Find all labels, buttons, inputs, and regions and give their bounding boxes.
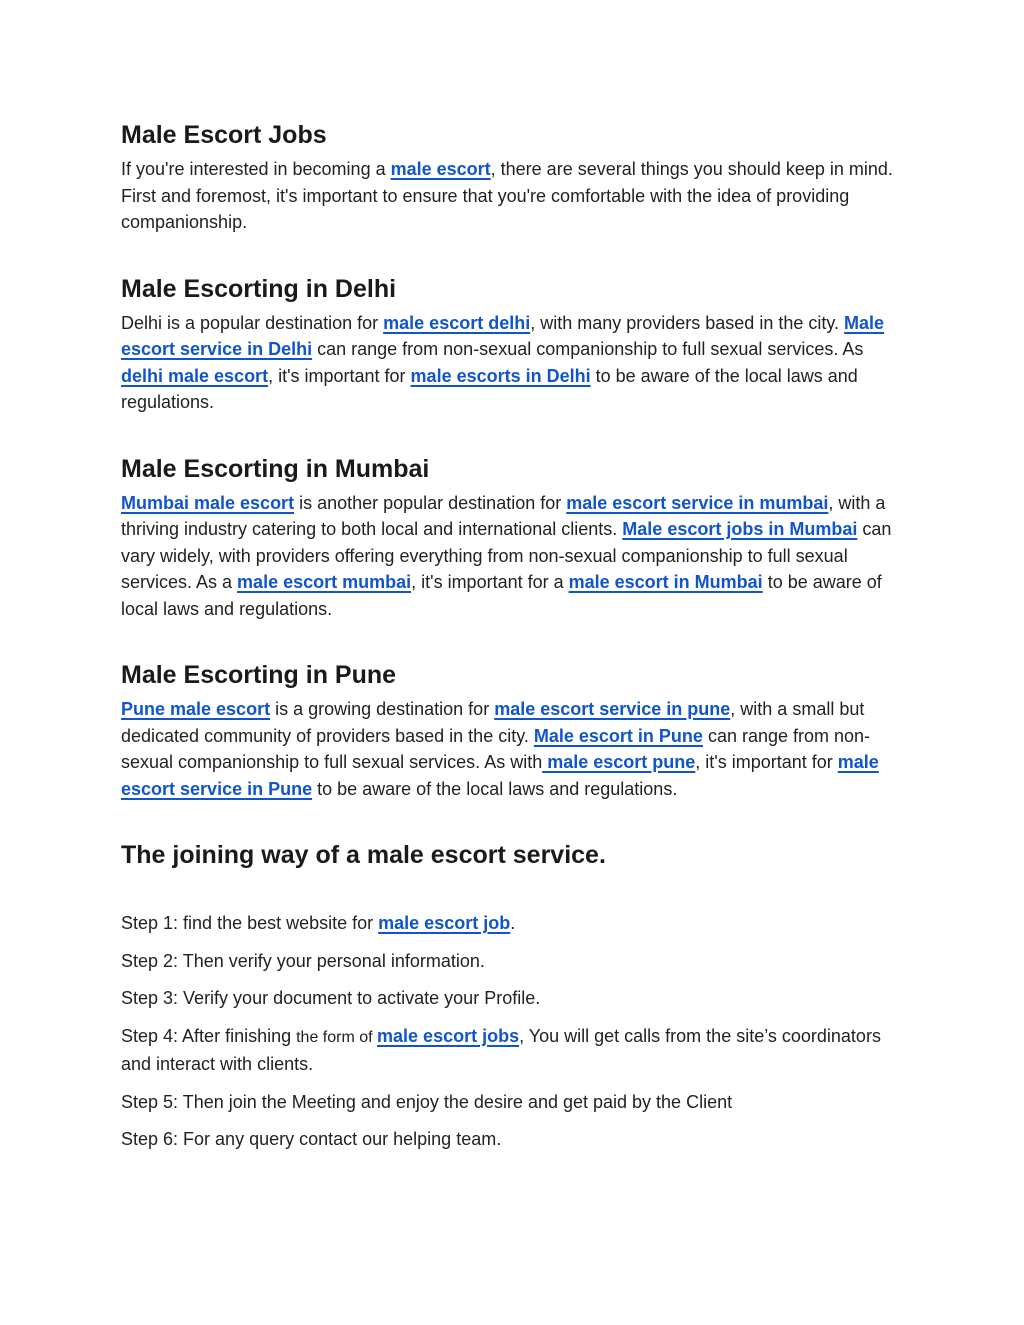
step-4-text: Step 4: After finishing <box>121 1025 297 1046</box>
step-3: Step 3: Verify your document to activate your Profile. <box>121 988 541 1008</box>
mumbai-text-4: , it's important for a <box>411 572 569 592</box>
link-delhi-male-escort[interactable]: delhi male escort <box>121 365 269 386</box>
delhi-text-3: can range from non-sexual companionship to full sexual services. As <box>312 339 864 359</box>
step-4-small-text: the form of <box>296 1028 378 1046</box>
link-male-escort-jobs[interactable]: male escort jobs <box>377 1025 520 1046</box>
section-pune <box>121 658 901 802</box>
heading-pune: Male Escorting in Pune <box>121 661 397 689</box>
link-male-escort-service-in-mumbai[interactable]: male escort service in mumbai <box>566 492 829 513</box>
link-male-escort-service-in-pune-2[interactable]: male escort service in Pune <box>121 752 879 799</box>
delhi-text-1: Delhi is a popular destination for <box>121 312 384 333</box>
delhi-text-4: , it's important for <box>268 365 411 386</box>
link-male-escort-job[interactable]: male escort job <box>378 913 511 933</box>
mumbai-text-1: is another popular destination for <box>294 492 567 513</box>
link-male-escort-in-pune[interactable]: Male escort in Pune <box>533 725 703 746</box>
paragraph-delhi <box>121 310 901 416</box>
link-male-escort-jobs-in-mumbai[interactable]: Male escort jobs in Mumbai <box>622 519 858 539</box>
step-1-end: . <box>510 913 516 933</box>
delhi-text-5: to be aware of the local laws and regulations. <box>121 365 858 412</box>
pune-text-4: , it's important for <box>695 752 838 772</box>
heading-male-escort-jobs: Male Escort Jobs <box>121 121 327 149</box>
section-mumbai <box>121 452 901 623</box>
link-male-escort-service-in-delhi[interactable]: Male escort service in Delhi <box>121 312 885 359</box>
link-pune-male-escort[interactable]: Pune male escort <box>121 699 271 719</box>
mumbai-text-5: to be aware of local laws and regulations. <box>121 572 882 619</box>
heading-joining: The joining way of a male escort service. <box>121 841 606 869</box>
link-male-escort-pune[interactable]: male escort pune <box>542 752 696 772</box>
pune-text-3: can range from non-sexual companionship to full sexual services. As with <box>121 725 871 772</box>
section-male-escort-jobs <box>121 118 901 236</box>
link-male-escort-service-in-pune[interactable]: male escort service in pune <box>494 699 731 719</box>
delhi-text-2: , with many providers based in the city. <box>530 312 845 333</box>
link-male-escort-mumbai[interactable]: male escort mumbai <box>237 572 412 592</box>
step-4 <box>121 1023 901 1078</box>
pune-text-1: is a growing destination for <box>270 699 495 719</box>
heading-mumbai: Male Escorting in Mumbai <box>121 454 430 483</box>
jobs-text-2: , there are several things you should keep in mind. First and foremost, it's important to ensure that you're comfortable with the idea of providing companionship. <box>121 159 893 232</box>
step-4-end: , You will get calls from the site’s coordinators and interact with clients. <box>121 1025 881 1074</box>
link-male-escorts-in-delhi[interactable]: male escorts in Delhi <box>410 365 591 386</box>
mumbai-text-2: , with a thriving industry catering to both local and international clients. <box>121 492 886 539</box>
section-joining <box>121 838 901 1153</box>
step-2: Step 2: Then verify your personal information. <box>121 950 485 971</box>
step-5: Step 5: Then join the Meeting and enjoy the desire and get paid by the Client <box>121 1091 733 1112</box>
document-page <box>121 118 901 1164</box>
section-delhi <box>121 272 901 416</box>
paragraph-jobs <box>121 156 901 236</box>
link-male-escort[interactable]: male escort <box>390 159 491 179</box>
link-mumbai-male-escort[interactable]: Mumbai male escort <box>121 492 295 513</box>
heading-delhi: Male Escorting in Delhi <box>121 274 397 303</box>
step-1 <box>121 910 901 937</box>
mumbai-text-3: can vary widely, with providers offering everything from non-sexual companionship to full sexual services. As a <box>121 519 892 592</box>
link-male-escort-in-mumbai[interactable]: male escort in Mumbai <box>568 572 763 592</box>
paragraph-pune <box>121 696 901 802</box>
link-male-escort-delhi[interactable]: male escort delhi <box>383 312 531 333</box>
step-1-text: Step 1: find the best website for <box>121 913 379 933</box>
pune-text-2: , with a small but dedicated community of providers based in the city. <box>121 699 865 746</box>
paragraph-mumbai <box>121 490 901 623</box>
step-6: Step 6: For any query contact our helping team. <box>121 1129 502 1149</box>
steps-list <box>121 910 901 1153</box>
jobs-text-1: If you're interested in becoming a <box>121 159 391 179</box>
pune-text-5: to be aware of the local laws and regulations. <box>312 778 678 799</box>
